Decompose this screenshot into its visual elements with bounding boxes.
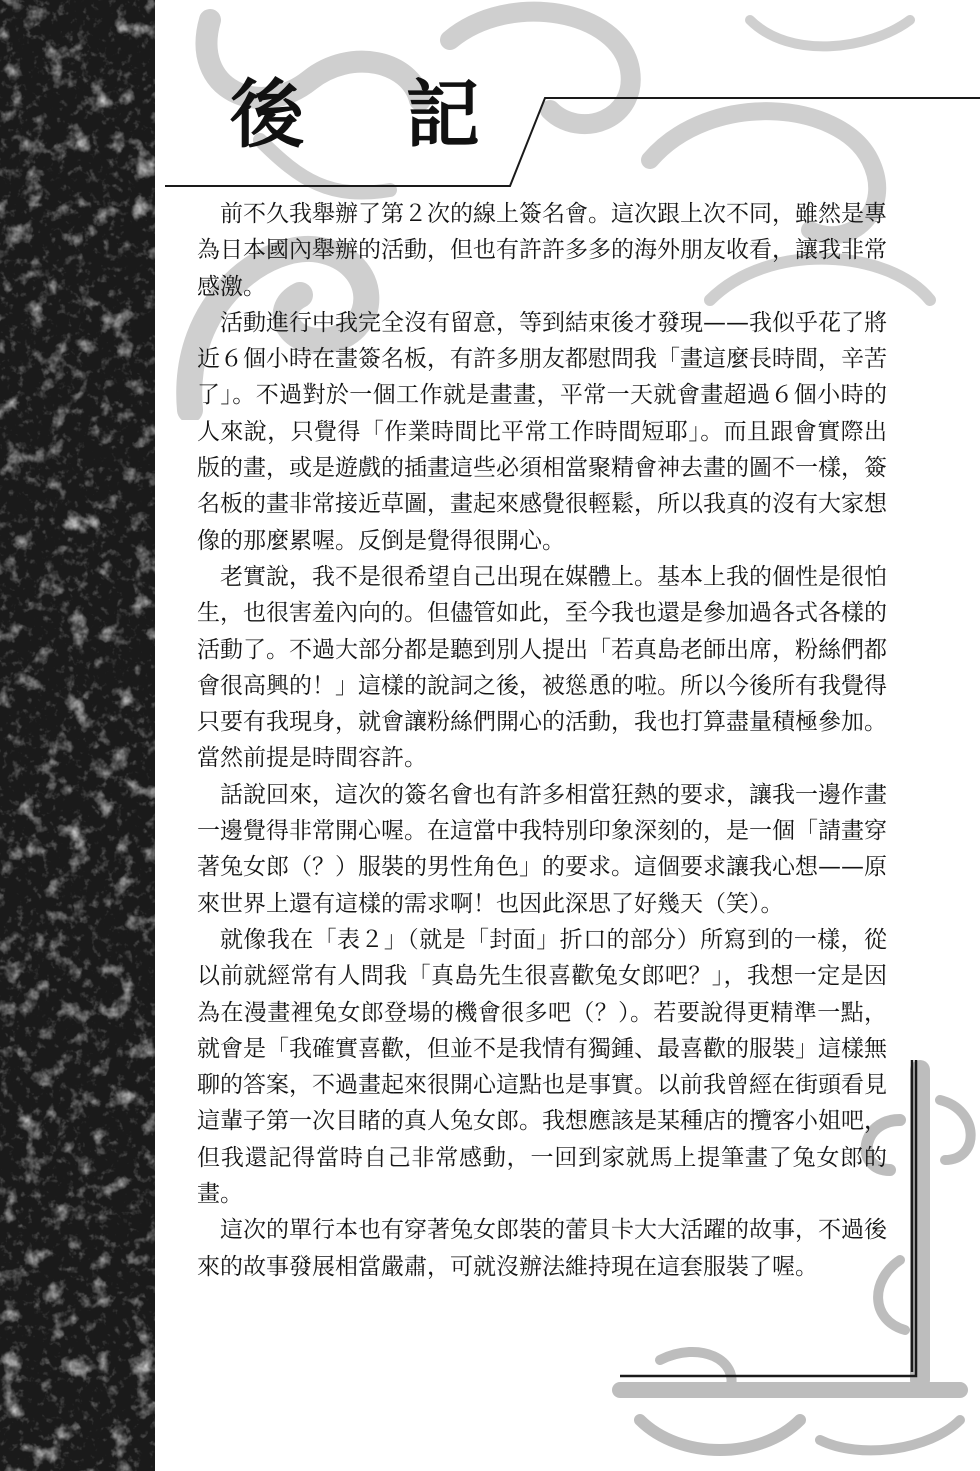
paragraph: 話說回來，這次的簽名會也有許多相當狂熱的要求，讓我一邊作畫一邊覺得非常開心喔。在這當中我特別印象深刻的，是一個「請畫穿著兔女郎（？）服裝的男性角色」的要求。這個要求讓我心想——原來世界上還有這樣的需求啊！也因此深思了好幾天（笑）。: [197, 781, 887, 917]
paragraph: 活動進行中我完全沒有留意，等到結束後才發現——我似乎花了將近６個小時在畫簽名板，有許多朋友都慰問我「畫這麼長時間，辛苦了」。不過對於一個工作就是畫畫，平常一天就會畫超過６個小時的人來說，只覺得「作業時間比平常工作時間短耶」。而且跟會實際出版的畫，或是遊戲的插畫這些必須相當聚精會神去畫的圖不一樣，簽名板的畫非常接近草圖，畫起來感覺很輕鬆，所以我真的沒有大家想像的那麼累喔。反倒是覺得很開心。: [197, 309, 887, 554]
left-decorative-band: [0, 0, 155, 1471]
afterword-body: [197, 196, 887, 1285]
paragraph: 這次的單行本也有穿著兔女郎裝的蕾貝卡大大活躍的故事，不過後來的故事發展相當嚴肅，可就沒辦法維持現在這套服裝了喔。: [197, 1217, 887, 1280]
page-title: 後 記: [230, 72, 518, 158]
paragraph: 老實說，我不是很希望自己出現在媒體上。基本上我的個性是很怕生，也很害羞內向的。但儘管如此，至今我也還是參加過各式各樣的活動了。不過大部分都是聽到別人提出「若真島老師出席，粉絲們都會很高興的！」這樣的說詞之後，被慫恿的啦。所以今後所有我覺得只要有我現身，就會讓粉絲們開心的活動，我也打算盡量積極參加。當然前提是時間容許。: [197, 563, 887, 772]
paragraph: 就像我在「表２」（就是「封面」折口的部分）所寫到的一樣，從以前就經常有人問我「真島先生很喜歡兔女郎吧？」，我想一定是因為在漫畫裡兔女郎登場的機會很多吧（？）。若要說得更精準一點，就會是「我確實喜歡，但並不是我情有獨鍾、最喜歡的服裝」這樣無聊的答案，不過畫起來很開心這點也是事實。以前我曾經在街頭看見這輩子第一次目睹的真人兔女郎。我想應該是某種店的攬客小姐吧，但我還記得當時自己非常感動，一回到家就馬上提筆畫了兔女郎的畫。: [197, 926, 887, 1208]
grunge-texture: [0, 0, 155, 1471]
paragraph: 前不久我舉辦了第２次的線上簽名會。這次跟上次不同，雖然是專為日本國內舉辦的活動，但也有許許多多的海外朋友收看，讓我非常感激。: [197, 201, 887, 300]
